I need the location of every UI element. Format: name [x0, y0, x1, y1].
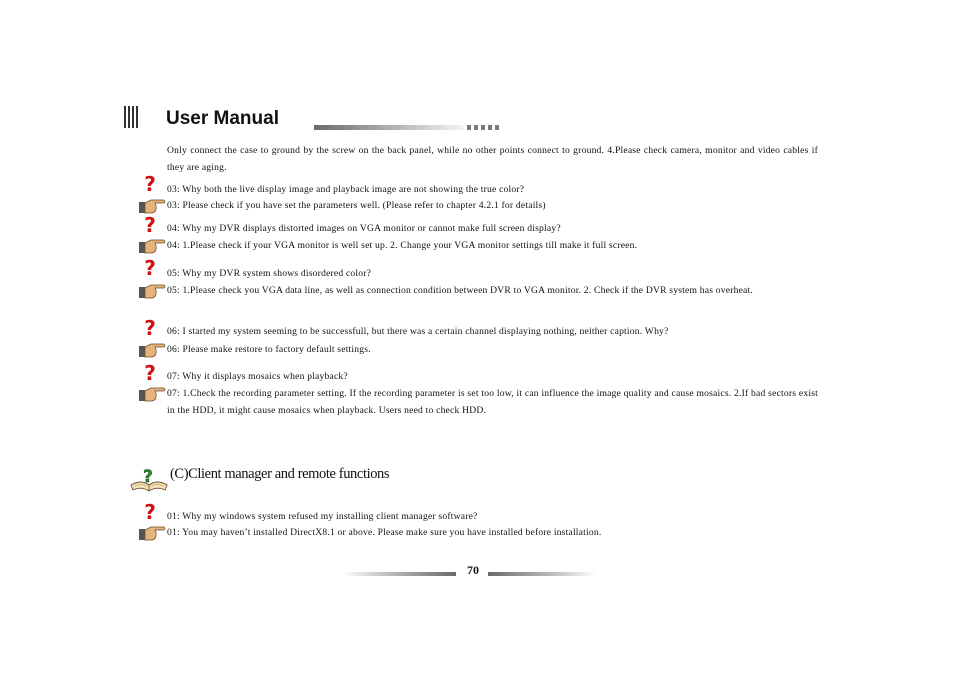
faq-answer: 07: 1.Check the recording parameter setting. If the recording parameter is set too low, it can influence the image quality and cause mosaics. 2.If bad sectors exist in the HDD, it might cause mosaics when playback. Users need to check HDD.	[167, 388, 818, 416]
pointing-hand-icon	[138, 523, 166, 541]
page-title: User Manual	[166, 108, 279, 129]
faq-question: 04: Why my DVR displays distorted images on VGA monitor or cannot make full screen display?	[167, 223, 561, 234]
faq-question: 06: I started my system seeming to be successfull, but there was a certain channel displaying nothing, neither caption. Why?	[167, 326, 669, 337]
pointing-hand-icon	[138, 340, 166, 358]
section-heading: (C)Client manager and remote functions	[170, 466, 390, 482]
pointing-hand-icon	[138, 281, 166, 299]
intro-paragraph: Only connect the case to ground by the screw on the back panel, while no other points connect to ground. 4.Please check camera, monitor and video cables if they are aging.	[167, 145, 818, 173]
question-mark-icon: ?	[144, 316, 156, 340]
faq-question: 05: Why my DVR system shows disordered color?	[167, 268, 372, 279]
book-question-icon	[129, 465, 169, 493]
page-number: 70	[467, 563, 479, 577]
faq-question: 03: Why both the live display image and playback image are not showing the true color?	[167, 184, 525, 195]
footer-rule-right	[488, 572, 596, 576]
footer-rule-left	[342, 572, 456, 576]
pointing-hand-icon	[138, 384, 166, 402]
faq-answer: 04: 1.Please check if your VGA monitor is well set up. 2. Change your VGA monitor settings till make it full screen.	[167, 240, 638, 251]
faq-answer: 05: 1.Please check you VGA data line, as well as connection condition between DVR to VGA monitor. 2. Check if the DVR system has overheat.	[167, 285, 753, 296]
faq-answer: 03: Please check if you have set the parameters well. (Please refer to chapter 4.2.1 for details)	[167, 200, 546, 211]
question-mark-icon: ?	[144, 361, 156, 385]
header-rule	[314, 125, 464, 130]
question-mark-icon: ?	[144, 256, 156, 280]
question-mark-icon: ?	[144, 213, 156, 237]
svg-text:?: ?	[143, 467, 153, 487]
faq-answer: 01: You may haven’t installed DirectX8.1 or above. Please make sure you have installed before installation.	[167, 527, 602, 538]
header-bars-decoration	[124, 106, 140, 128]
faq-question: 07: Why it displays mosaics when playback?	[167, 371, 348, 382]
pointing-hand-icon	[138, 196, 166, 214]
question-mark-icon: ?	[144, 172, 156, 196]
faq-question: 01: Why my windows system refused my installing client manager software?	[167, 511, 478, 522]
question-mark-icon: ?	[144, 500, 156, 524]
pointing-hand-icon	[138, 236, 166, 254]
faq-answer: 06: Please make restore to factory default settings.	[167, 344, 371, 355]
